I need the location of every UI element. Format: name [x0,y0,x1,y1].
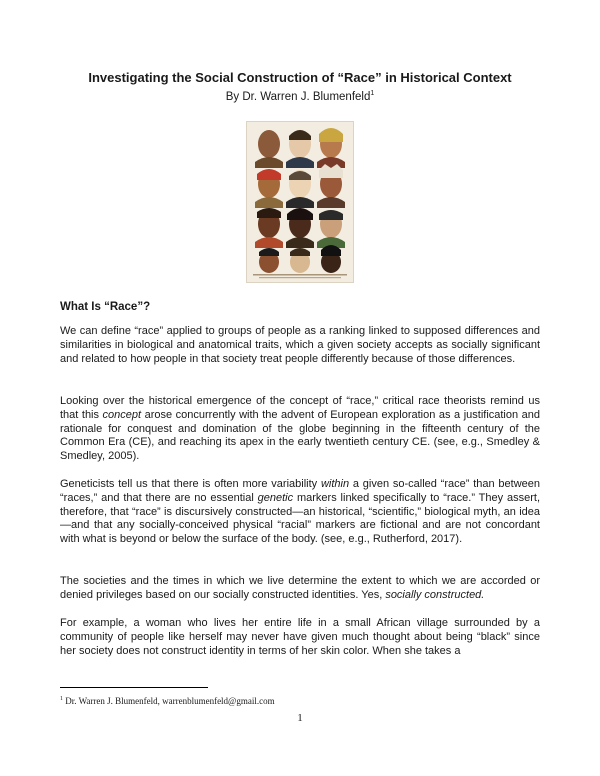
portrait-7 [255,208,283,248]
author-byline [60,87,540,104]
page-number: 1 [297,712,303,724]
historical-race-portraits-illustration [246,121,354,283]
emphasis-socially-constructed: socially constructed. [385,588,485,601]
document-title: Investigating the Social Construction of “Race” in Historical Context [88,70,512,85]
portrait-3 [317,128,345,168]
portrait-8 [286,208,314,248]
portrait-4 [255,169,283,208]
byline-footnote-mark: 1 [370,90,375,97]
footnote [60,694,275,707]
footnote-mark: 1 [60,696,63,702]
portrait-12 [321,245,341,273]
portrait-2 [286,130,314,168]
paragraph-5: For example, a woman who lives her entire life in a small African village surrounded by a community of people like herself may never have given much thought about being “black” since her society does not construct identity in terms of her skin color. When she takes a [60,617,540,657]
portrait-10 [259,248,279,273]
portrait-6 [317,164,345,208]
footnote-divider [60,687,208,688]
emphasis-concept: concept [102,408,142,421]
section-heading: What Is “Race”? [60,301,151,313]
author-name: By Dr. Warren J. Blumenfeld [225,90,371,103]
paragraph-3: Geneticists tell us that there is often more variability within a given so-called “race” than between “races,” and that there are no essential genetic markers linked specifically to “race.” They assert, therefore, that “race” is discursively constructed—an historical, “scientific,” biological myth, an idea—and that any socially-conceived physical “racial” markers are fictional and are not concordant with what is beyond or below the surface of the body. (see, e.g., Rutherford, 2017). [60,478,540,546]
portrait-5 [286,170,314,208]
emphasis-within: within [320,478,350,490]
paragraph-1: We can define “race” applied to groups of people as a ranking linked to supposed differences and similarities in biological and anatomical traits, which a given society accepts as socially significant and related to how people in that society treat people differently because of those differences. [60,325,540,365]
footnote-text: Dr. Warren J. Blumenfeld, warrenblumenfeld@gmail.com [63,696,275,706]
portrait-11 [290,248,310,273]
paragraph-2: Looking over the historical emergence of the concept of “race,” critical race theorists remind us that this concept arose concurrently with the advent of European exploration as a justification and rationale for conquest and domination of the globe beginning in the fifteenth century of the Common Era (CE), and reaching its apex in the early twentieth century CE. (see, e.g., Smedley & Smedley, 2005). [60,395,541,463]
emphasis-genetic: genetic [257,491,294,504]
portraits-grid-graphic [247,122,353,282]
paragraph-4: The societies and the times in which we live determine the extent to which we are accorded or denied privileges based on our socially constructed identities. Yes, socially constructed. [60,575,540,601]
portrait-9 [317,210,345,248]
